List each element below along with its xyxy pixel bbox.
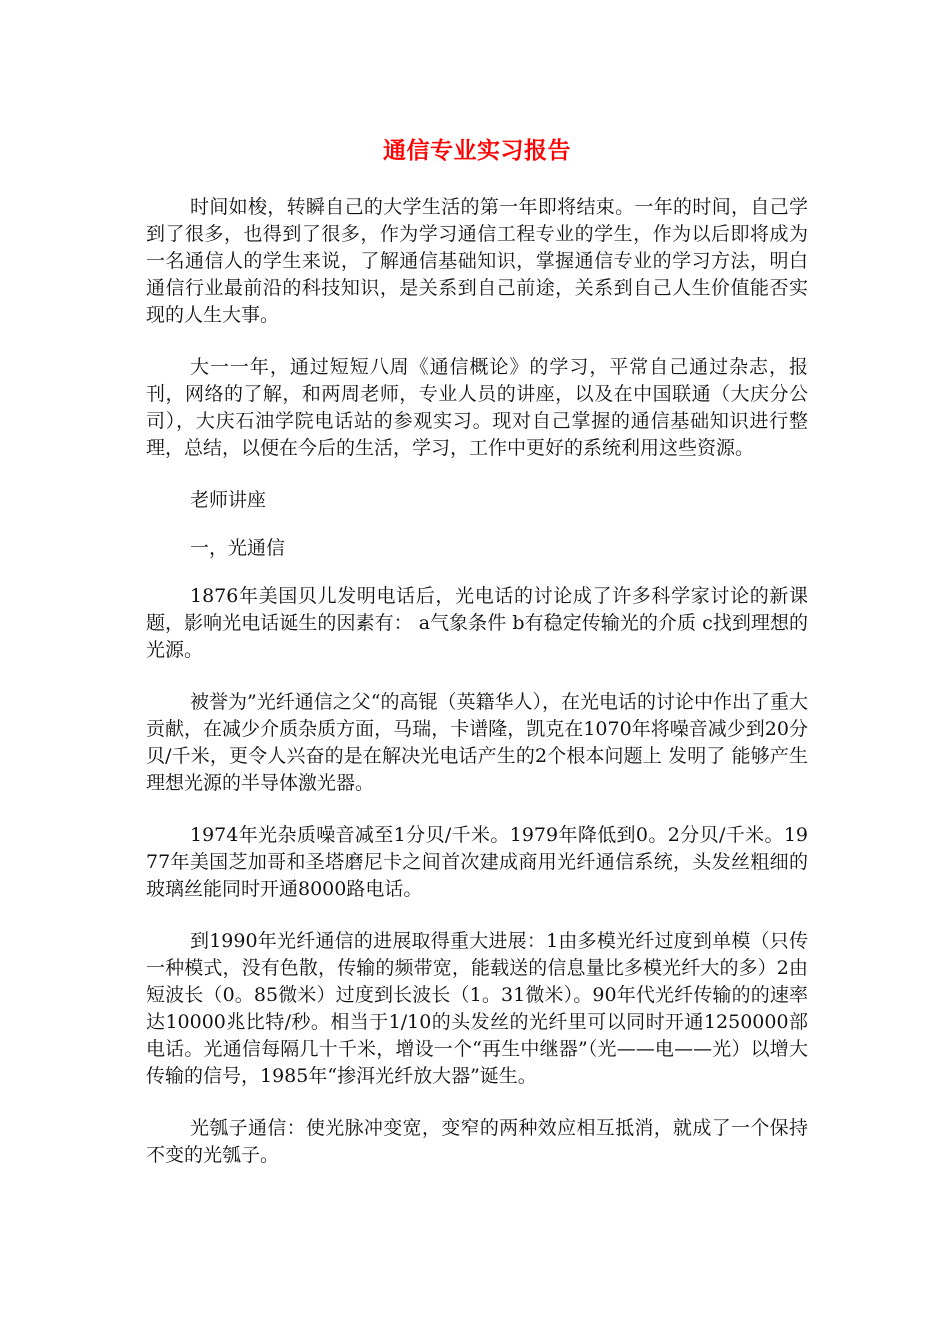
subsection-heading-optical: 一，光通信 [190,537,286,559]
paragraph-overview: 大一一年，通过短短八周《通信概论》的学习，平常自己通过杂志，报刊，网络的了解，和两周老师，专业人员的讲座，以及在中国联通（大庆分公司），大庆石油学院电话站的参观实习。现对自己掌握的通信基础知识进行整理，总结，以便在今后的生活，学习，工作中更好的系统利用这些资源。 [146,356,808,459]
paragraph-intro: 时间如梭，转瞬自己的大学生活的第一年即将结束。一年的时间，自己学到了很多，也得到了很多，作为学习通信工程专业的学生，作为以后即将成为一名通信人的学生来说，了解通信基础知识，掌握通信专业的学习方法，明白通信行业最前沿的科技知识，是关系到自己前途，关系到自己人生价值能否实现的人生大事。 [146,196,808,326]
section-heading-lectures: 老师讲座 [190,489,267,511]
document-page [146,136,808,1194]
paragraph-soliton: 光瓠子通信：使光脉冲变宽，变窄的两种效应相互抵消，就成了一个保持不变的光瓠子。 [146,1117,808,1166]
paragraph-1990: 到1990年光纤通信的进展取得重大进展：1由多模光纤过度到单模（只传一种模式，没有色散，传输的频带宽，能载送的信息量比多模光纤大的多）2由短波长（0。85微米）过度到长波长（1。31微米）。90年代光纤传输的的速率达10000兆比特/秒。相当于1/10的头发丝的光纤里可以同时开通1250000部电话。光通信每隔几十千米，增设一个“再生中继器”（光——电——光）以增大传输的信号，1985年“掺洱光纤放大器”诞生。 [146,930,808,1087]
document-title: 通信专业实习报告 [383,138,571,164]
paragraph-1974: 1974年光杂质噪音减至1分贝/千米。1979年降低到0。2分贝/千米。1977年美国芝加哥和圣塔磨尼卡之间首次建成商用光纤通信系统，头发丝粗细的玻璃丝能同时开通8000路电话。 [146,824,808,900]
paragraph-history: 1876年美国贝儿发明电话后，光电话的讨论成了许多科学家讨论的新课题，影响光电话诞生的因素有： a气象条件 b有稳定传输光的介质 c找到理想的光源。 [146,585,808,661]
paragraph-kao: 被誉为”光纤通信之父“的高锟（英籍华人），在光电话的讨论中作出了重大贡献，在减少介质杂质方面，马瑞，卡谱隆，凯克在1070年将噪音减少到20分贝/千米，更令人兴奋的是在解决光电话产生的2个根本问题上 发明了 能够产生理想光源的半导体激光器。 [146,691,808,794]
